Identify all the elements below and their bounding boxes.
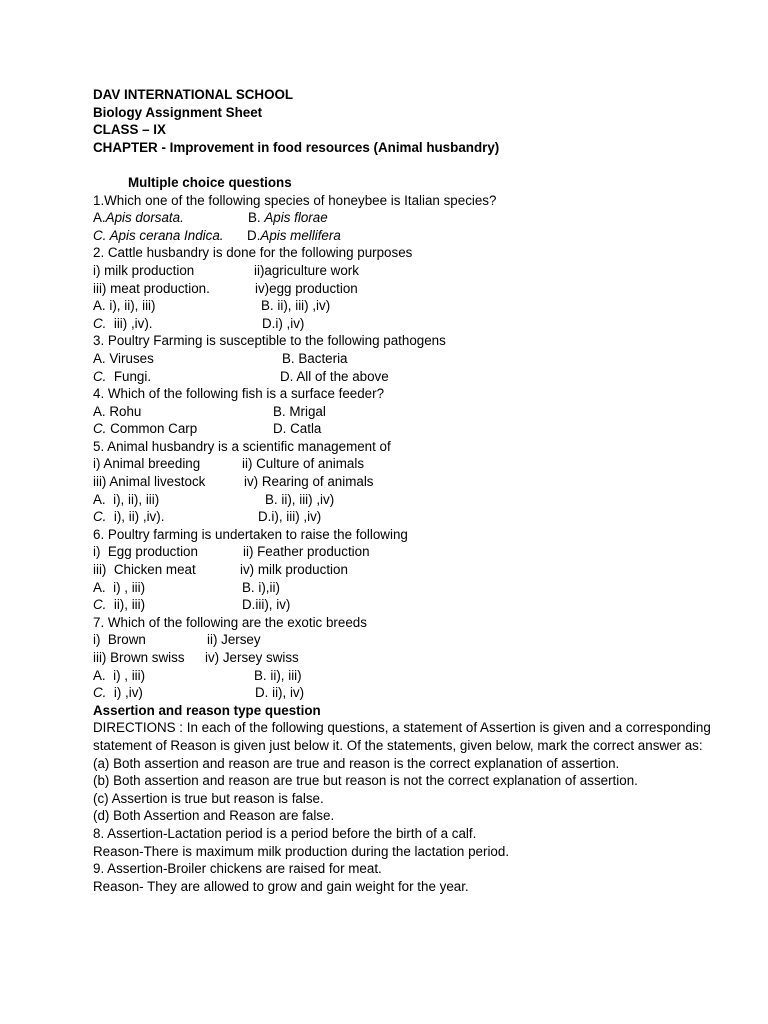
q7-statement-ii: ii) Jersey xyxy=(207,632,261,648)
chapter-title: CHAPTER - Improvement in food resources (Animal husbandry) xyxy=(93,139,500,155)
q4-option-a: A. Rohu xyxy=(93,403,142,419)
sheet-title: Biology Assignment Sheet xyxy=(93,104,263,120)
q4-option-c: Common Carp xyxy=(106,421,198,437)
q6-statement-i: i) Egg production xyxy=(93,544,198,560)
q1-options-cd xyxy=(93,227,733,245)
question-3: 3. Poultry Farming is susceptible to the following pathogens xyxy=(93,333,446,349)
q5-option-a: A. i), ii), iii) xyxy=(93,491,160,507)
q2-option-c-label: C. xyxy=(93,315,107,331)
q6-option-b: B. i),ii) xyxy=(242,579,280,595)
question-5: 5. Animal husbandry is a scientific management of xyxy=(93,438,391,454)
q2-statements-1 xyxy=(93,262,733,280)
q1-option-b-label: B. xyxy=(248,210,265,226)
q1-option-d-label: D. xyxy=(247,227,261,243)
q5-statements-1 xyxy=(93,455,733,473)
question-1: 1.Which one of the following species of honeybee is Italian species? xyxy=(93,192,497,208)
q1-option-b: Apis florae xyxy=(264,210,328,226)
question-4: 4. Which of the following fish is a surface feeder? xyxy=(93,386,385,402)
q7-option-c-label: C. xyxy=(93,685,107,701)
question-9-reason: Reason- They are allowed to grow and gain weight for the year. xyxy=(93,878,469,894)
q1-option-c: C. Apis cerana Indica. xyxy=(93,227,224,243)
answer-option-c: (c) Assertion is true but reason is false. xyxy=(93,790,324,806)
question-7: 7. Which of the following are the exotic breeds xyxy=(93,614,367,630)
q7-statement-iv: iv) Jersey swiss xyxy=(205,650,299,665)
q5-options-ab xyxy=(93,491,733,509)
q1-options-ab xyxy=(93,209,733,227)
q3-option-c-label: C. xyxy=(93,368,107,384)
q3-options-ab xyxy=(93,350,733,368)
q2-statement-iii: iii) meat production. xyxy=(93,280,210,296)
q7-option-b: B. ii), iii) xyxy=(254,667,302,683)
q2-option-c: iii) ,iv). xyxy=(106,315,153,331)
q5-statement-ii: ii) Culture of animals xyxy=(242,456,365,472)
q3-option-d: D. All of the above xyxy=(280,368,389,384)
q4-options-cd xyxy=(93,420,733,438)
answer-option-a: (a) Both assertion and reason are true and reason is the correct explanation of assertion. xyxy=(93,755,620,771)
q7-option-c: i) ,iv) xyxy=(106,685,143,701)
q5-statements-2 xyxy=(93,473,733,491)
q5-option-c-label: C. xyxy=(93,509,107,525)
assertion-heading: Assertion and reason type question xyxy=(93,702,321,718)
q7-options-cd xyxy=(93,684,733,702)
q4-option-b: B. Mrigal xyxy=(273,403,326,419)
q7-statements-2 xyxy=(93,649,733,667)
q6-statement-iv: iv) milk production xyxy=(240,562,348,578)
q7-statements-1 xyxy=(93,631,733,649)
class-label: CLASS – IX xyxy=(93,122,166,138)
q2-option-a: A. i), ii), iii) xyxy=(93,298,156,314)
q3-option-a: A. Viruses xyxy=(93,350,154,366)
q2-option-b: B. ii), iii) ,iv) xyxy=(261,298,331,314)
mcq-heading: Multiple choice questions xyxy=(128,174,292,190)
q3-option-c: Fungi. xyxy=(106,368,152,384)
question-8-assertion: 8. Assertion-Lactation period is a period before the birth of a calf. xyxy=(93,825,477,841)
q5-option-b: B. ii), iii) ,iv) xyxy=(265,491,335,507)
q6-option-d: D.iii), iv) xyxy=(242,597,291,613)
document-body xyxy=(93,86,733,895)
question-2: 2. Cattle husbandry is done for the following purposes xyxy=(93,245,413,261)
q5-statement-i: i) Animal breeding xyxy=(93,456,201,472)
q2-statement-iv: iv)egg production xyxy=(255,280,358,296)
q6-statement-ii: ii) Feather production xyxy=(243,544,370,560)
q6-statement-iii: iii) Chicken meat xyxy=(93,562,196,578)
q5-option-c: i), ii) ,iv). xyxy=(106,509,165,525)
q2-statement-i: i) milk production xyxy=(93,262,195,278)
q6-option-c-label: C. xyxy=(93,597,107,613)
q5-options-cd xyxy=(93,508,733,526)
q1-option-a-label: A. xyxy=(93,210,106,226)
q2-statement-ii: ii)agriculture work xyxy=(254,262,359,278)
q1-option-a: Apis dorsata. xyxy=(105,210,184,226)
q6-option-a: A. i) , iii) xyxy=(93,579,146,595)
q7-option-d: D. ii), iv) xyxy=(255,685,305,701)
q3-options-cd xyxy=(93,368,733,386)
q2-options-ab xyxy=(93,297,733,315)
q6-options-cd xyxy=(93,596,733,614)
answer-option-d: (d) Both Assertion and Reason are false. xyxy=(93,808,335,824)
q6-option-c: ii), iii) xyxy=(106,597,146,613)
q6-options-ab xyxy=(93,579,733,597)
q3-option-b: B. Bacteria xyxy=(282,350,348,366)
q4-option-d: D. Catla xyxy=(273,421,322,437)
answer-option-b: (b) Both assertion and reason are true but reason is not the correct explanation of assertion. xyxy=(93,773,638,789)
question-8-reason: Reason-There is maximum milk production during the lactation period. xyxy=(93,843,510,859)
question-9-assertion: 9. Assertion-Broiler chickens are raised for meat. xyxy=(93,861,382,877)
q4-options-ab xyxy=(93,403,733,421)
school-name: DAV INTERNATIONAL SCHOOL xyxy=(93,87,294,102)
q7-option-a: A. i) , iii) xyxy=(93,667,146,683)
q7-statement-iii: iii) Brown swiss xyxy=(93,650,185,665)
q4-option-c-label: C. xyxy=(93,421,107,437)
q5-statement-iv: iv) Rearing of animals xyxy=(244,474,374,490)
q5-statement-iii: iii) Animal livestock xyxy=(93,474,206,490)
q5-option-d: D.i), iii) ,iv) xyxy=(258,509,322,525)
q7-options-ab xyxy=(93,667,733,685)
q7-statement-i: i) Brown xyxy=(93,632,146,648)
q2-option-d: D.i) ,iv) xyxy=(262,315,305,331)
q1-option-d: Apis mellifera xyxy=(260,227,341,243)
q6-statements-1 xyxy=(93,543,733,561)
q6-statements-2 xyxy=(93,561,733,579)
q2-options-cd xyxy=(93,315,733,333)
directions-paragraph: DIRECTIONS : In each of the following questions, a statement of Assertion is given and a corresponding statement of Reason is given just below it. Of the statements, given below, mark the correct answer as: xyxy=(93,720,711,753)
question-6: 6. Poultry farming is undertaken to raise the following xyxy=(93,526,408,542)
spacer xyxy=(93,156,733,174)
q2-statements-2 xyxy=(93,280,733,298)
